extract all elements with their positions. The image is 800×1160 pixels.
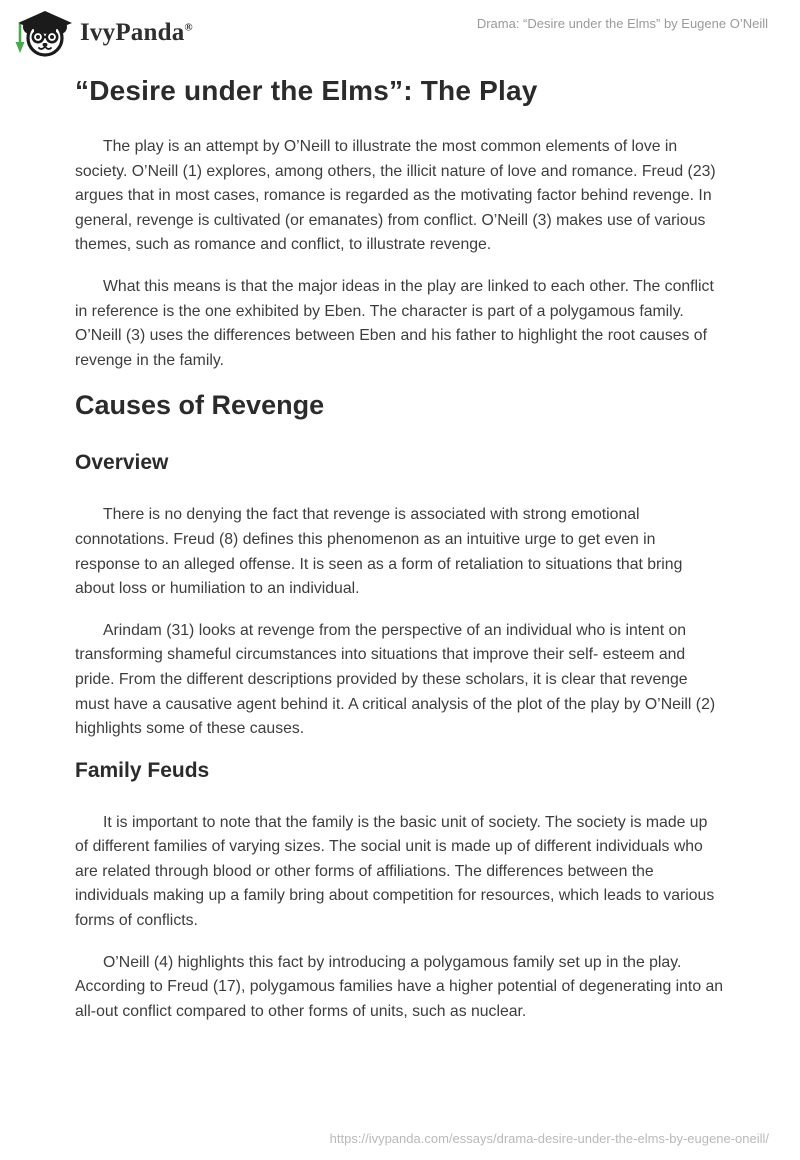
article-paragraph: O’Neill (4) highlights this fact by introducing a polygamous family set up in the play. According to Freud (17), polygamous families have a higher potential of degenerating into an all-out conflict compared to other forms of units, such as nuclear.: [75, 953, 724, 1020]
brand-name: IvyPanda®: [80, 19, 193, 46]
page-title: “Desire under the Elms”: The Play: [75, 75, 538, 106]
section-heading-causes-of-revenge: Causes of Revenge: [75, 390, 325, 421]
article-paragraph: There is no denying the fact that revenge is associated with strong emotional connotations. Freud (8) defines this phenomenon as an intuitive urge to get even in response to an alleged offense. It is seen as a form of retaliation to situations that bring about loss or humiliation to an individual.: [75, 506, 683, 598]
article-paragraph: Arindam (31) looks at revenge from the perspective of an individual who is intent on transforming shameful circumstances into situations that improve their self- esteem and pride. From the different descriptions provided by these scholars, it is clear that revenge must have a causative agent behind it. A critical analysis of the plot of the play by O’Neill (2) highlights some of these causes.: [75, 621, 716, 738]
article-paragraph: The play is an attempt by O’Neill to illustrate the most common elements of love in society. O’Neill (1) explores, among others, the illicit nature of love and romance. Freud (23) argues that in most cases, romance is regarded as the motivating factor behind revenge. In general, revenge is cultivated (or emanates) from conflict. O’Neill (3) makes use of various themes, such as romance and conflict, to illustrate revenge.: [75, 138, 716, 254]
subsection-heading-overview: Overview: [75, 451, 169, 475]
document-title-header: Drama: “Desire under the Elms” by Eugene O’Neill: [476, 16, 768, 31]
source-url-link[interactable]: https://ivypanda.com/essays/drama-desire-under-the-elms-by-eugene-oneill/: [329, 1131, 769, 1146]
article-body: [0, 73, 800, 1024]
registered-mark: ®: [184, 21, 193, 34]
subsection-heading-family-feuds: Family Feuds: [75, 758, 210, 782]
ivypanda-logo[interactable]: [10, 8, 193, 58]
article-paragraph: It is important to note that the family is the basic unit of society. The society is made up of different families of varying sizes. The social unit is made up of different individuals who are related through blood or other forms of affiliations. The differences between the individuals making up a family bring about competition for resources, which leads to various forms of conflicts.: [75, 813, 715, 930]
page-header: [0, 0, 800, 55]
panda-graduate-icon: [10, 8, 74, 58]
article-paragraph: What this means is that the major ideas in the play are linked to each other. The conflict in reference is the one exhibited by Eben. The character is part of a polygamous family. O’Neill (3) uses the differences between Eben and his father to highlight the root causes of revenge in the family.: [75, 277, 714, 369]
